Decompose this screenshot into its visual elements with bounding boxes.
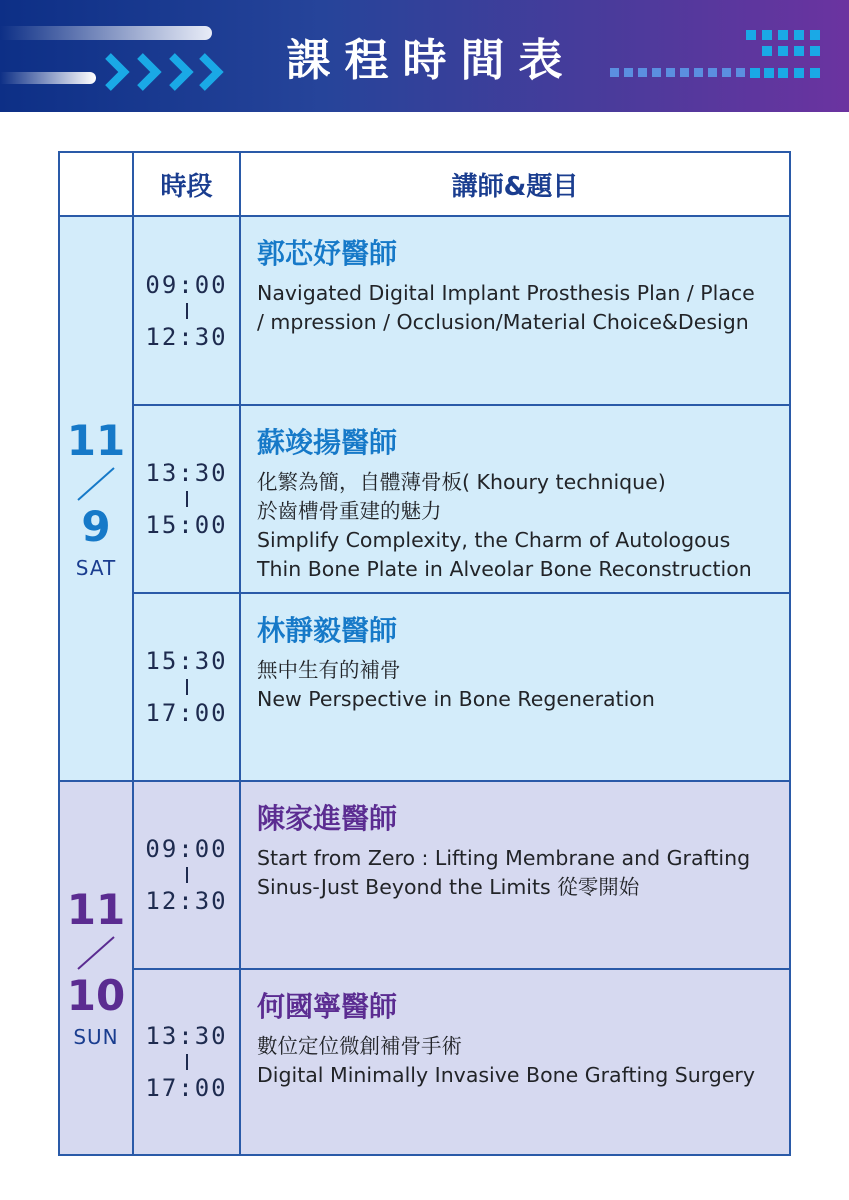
date-month: 11 (66, 415, 126, 465)
time-separator (186, 1054, 188, 1070)
topic-line: 數位定位微創補骨手術 (257, 1034, 462, 1058)
date-day: 10 (66, 971, 126, 1020)
topic-line: Sinus-Just Beyond the Limits 從零開始 (257, 875, 640, 899)
time-end: 12:30 (145, 887, 228, 915)
column-header-time: 時段 (160, 171, 213, 202)
grid-line (134, 968, 789, 970)
topic-line: / mpression / Occlusion/Material Choice&Design (257, 310, 749, 334)
speaker-name: 蘇竣揚醫師 (257, 426, 398, 459)
time-separator (186, 867, 188, 883)
date-day: 9 (81, 501, 111, 551)
topic-line: Start from Zero : Lifting Membrane and Grafting (257, 846, 751, 870)
time-slot (134, 406, 239, 592)
time-separator (186, 679, 188, 695)
time-start: 13:30 (145, 459, 228, 487)
time-slot (134, 970, 239, 1154)
date-cell-day2 (60, 782, 132, 1154)
time-separator (186, 303, 188, 319)
session-cell (241, 782, 789, 968)
date-month: 11 (66, 885, 126, 934)
time-end: 17:00 (145, 699, 228, 727)
column-header-topic: 講師&題目 (451, 171, 579, 202)
topic-line: New Perspective in Bone Regeneration (257, 687, 655, 711)
time-separator (186, 491, 188, 507)
grid-line (239, 153, 241, 1154)
topic-line: 化繁為簡，自體薄骨板( Khoury technique) (257, 470, 666, 494)
topic-line: 於齒槽骨重建的魅力 (257, 499, 442, 523)
slash-divider (74, 464, 118, 504)
grid-line (132, 153, 134, 1154)
date-cell-day1 (60, 217, 132, 780)
time-end: 15:00 (145, 511, 228, 539)
schedule-table (58, 151, 791, 1156)
topic-line: Navigated Digital Implant Prosthesis Plan / Place (257, 281, 755, 305)
slash-divider (74, 933, 118, 973)
time-slot (134, 217, 239, 404)
session-cell (241, 406, 789, 592)
topic-line: 無中生有的補骨 (257, 658, 401, 682)
speaker-name: 何國寧醫師 (257, 990, 398, 1023)
speaker-name: 郭芯妤醫師 (257, 237, 398, 270)
time-slot (134, 782, 239, 968)
time-slot (134, 594, 239, 780)
grid-line (134, 592, 789, 594)
speaker-name: 陳家進醫師 (257, 802, 398, 835)
header-banner (0, 0, 849, 112)
time-start: 15:30 (145, 647, 228, 675)
time-start: 13:30 (145, 1022, 228, 1050)
session-cell (241, 594, 789, 780)
topic-line: Thin Bone Plate in Alveolar Bone Reconstruction (257, 557, 752, 581)
grid-line (134, 404, 789, 406)
date-weekday: SAT (75, 555, 117, 580)
time-end: 17:00 (145, 1074, 228, 1102)
header-empty-cell (60, 153, 132, 215)
time-end: 12:30 (145, 322, 228, 351)
topic-line: Digital Minimally Invasive Bone Grafting Surgery (257, 1063, 755, 1087)
time-start: 09:00 (145, 270, 228, 299)
grid-line (60, 215, 789, 217)
time-start: 09:00 (145, 835, 228, 863)
date-weekday: SUN (73, 1025, 119, 1049)
speaker-name: 林靜毅醫師 (257, 614, 398, 647)
topic-line: Simplify Complexity, the Charm of Autologous (257, 528, 731, 552)
session-cell (241, 217, 789, 404)
page-title: 課程時間表 (286, 35, 577, 86)
session-cell (241, 970, 789, 1154)
pixel-dots-decoration (608, 28, 822, 84)
grid-line (60, 780, 789, 782)
